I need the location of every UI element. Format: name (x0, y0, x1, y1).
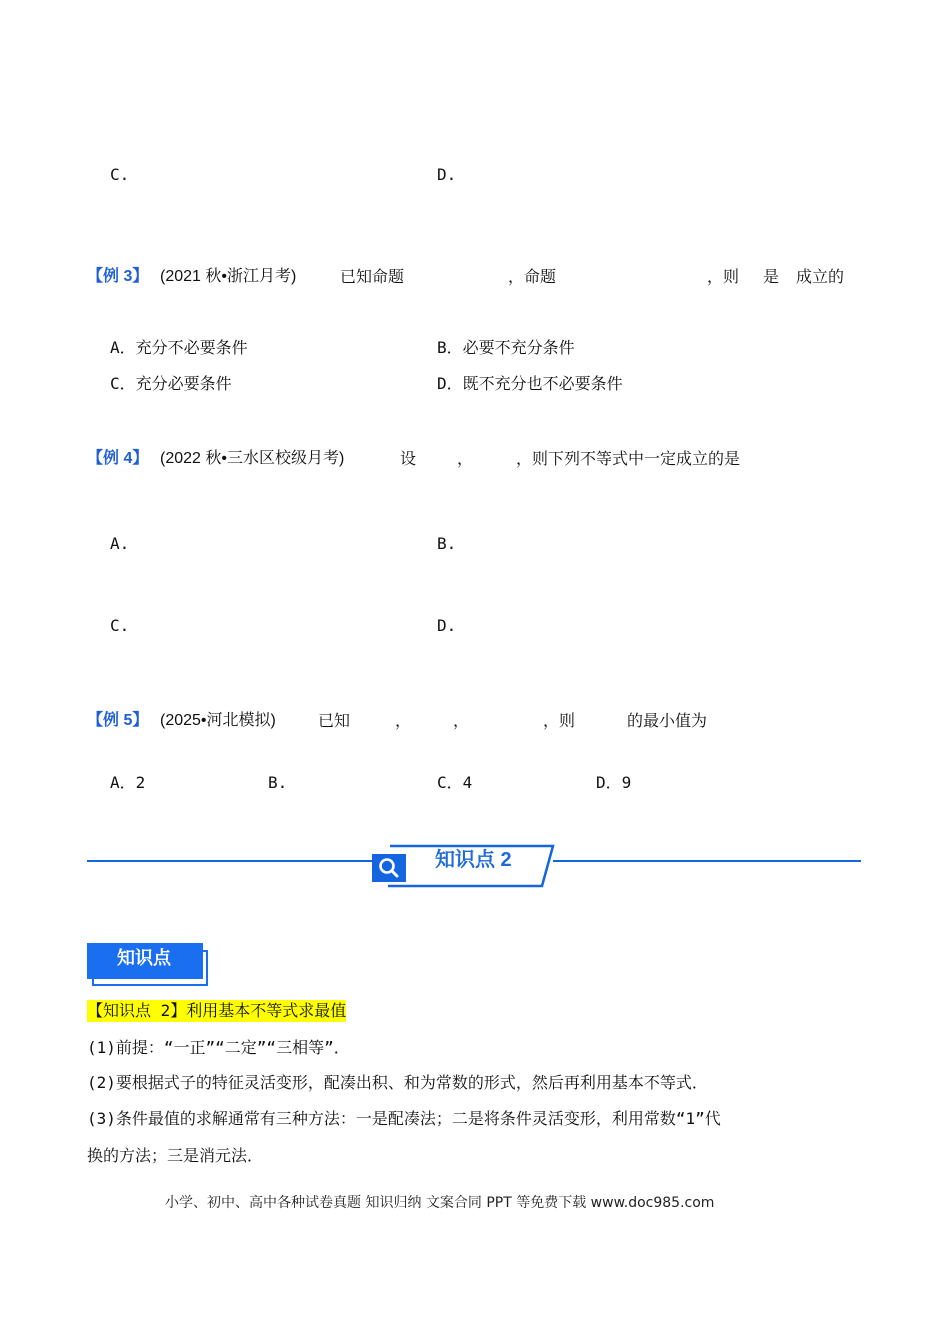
banner-line-right (553, 860, 861, 862)
option-d: D. (437, 616, 457, 635)
option-c: C．充分必要条件 (110, 374, 232, 393)
knowledge-heading: 【知识点 2】利用基本不等式求最值 (87, 1001, 347, 1020)
banner-line-left (87, 860, 372, 862)
example-source: (2021 秋•浙江月考) (160, 268, 297, 285)
option-b: B．必要不充分条件 (437, 338, 575, 357)
banner-title: 知识点 2 (435, 849, 512, 871)
knowledge-item: (2)要根据式子的特征灵活变形，配凑出积、和为常数的形式，然后再利用基本不等式． (87, 1073, 708, 1092)
example-tag: 【例 4】 (87, 450, 149, 467)
option-c: C. (110, 616, 130, 635)
example-stem: ，命题 (508, 267, 557, 286)
option-c: C. (110, 165, 130, 184)
example-stem: 成立的 (796, 267, 845, 286)
example-source: (2025•河北模拟) (160, 712, 276, 729)
example-stem: 已知 (318, 711, 351, 730)
knowledge-item: (1)前提：“一正”“二定”“三相等”． (87, 1038, 350, 1057)
knowledge-item: 换的方法；三是消元法． (87, 1146, 264, 1165)
option-c: C．4 (437, 773, 473, 792)
option-a: A. (110, 534, 130, 553)
example-stem: 已知命题 (340, 267, 405, 286)
knowledge-badge-label: 知识点 (117, 948, 171, 968)
example-stem: ， (395, 711, 412, 730)
page-footer: 小学、初中、高中各种试卷真题 知识归纳 文案合同 PPT 等免费下载 www.doc985.com (165, 1195, 715, 1211)
option-a: A．充分不必要条件 (110, 338, 248, 357)
example-stem: ，则 (543, 711, 576, 730)
example-stem: 是 (763, 267, 780, 286)
example-tag: 【例 3】 (87, 268, 149, 285)
example-stem: ， (453, 711, 470, 730)
example-source: (2022 秋•三水区校级月考) (160, 450, 345, 467)
example-tag: 【例 5】 (87, 712, 149, 729)
example-stem: ， (457, 449, 474, 468)
example-stem: 设 (400, 449, 417, 468)
option-b: B. (268, 773, 288, 792)
option-a: A．2 (110, 773, 146, 792)
knowledge-item: (3)条件最值的求解通常有三种方法：一是配凑法；二是将条件灵活变形，利用常数“1”代 (87, 1109, 721, 1128)
example-stem: ，则 (707, 267, 740, 286)
example-stem: 的最小值为 (627, 711, 708, 730)
option-b: B. (437, 534, 457, 553)
option-d: D．9 (596, 773, 632, 792)
option-d: D. (437, 165, 457, 184)
example-stem: ，则下列不等式中一定成立的是 (516, 449, 741, 468)
option-d: D．既不充分也不必要条件 (437, 374, 623, 393)
